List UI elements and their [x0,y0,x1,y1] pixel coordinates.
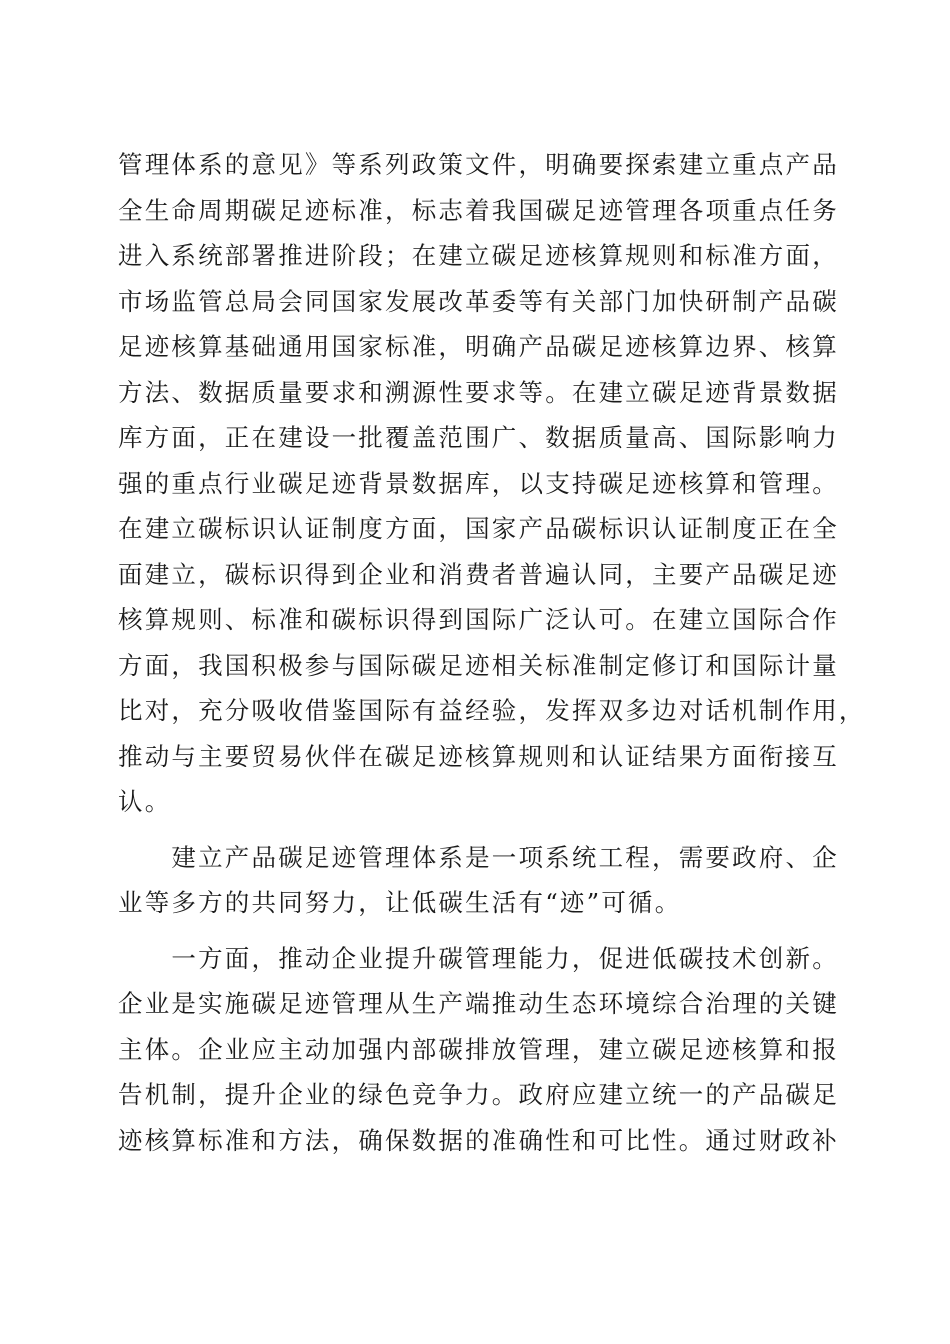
paragraph [118,936,838,1164]
text-line: 告机制，提升企业的绿色竞争力。政府应建立统一的产品碳足 [118,1080,839,1109]
text-line: 认。 [118,787,172,816]
body-text [118,142,866,1163]
text-line: 面建立，碳标识得到企业和消费者普遍认同，主要产品碳足迹 [118,559,839,589]
text-line: 一方面，推动企业提升碳管理能力，促进低碳技术创新。 [118,943,839,973]
text-line: 全生命周期碳足迹标准，标志着我国碳足迹管理各项重点任务 [118,195,839,225]
text-line: 业等多方的共同努力，让低碳生活有“迹”可循。 [118,888,682,917]
text-line: 建立产品碳足迹管理体系是一项系统工程，需要政府、企 [118,842,839,872]
paragraph [118,835,838,926]
paragraph [118,142,866,825]
text-line: 进入系统部署推进阶段；在建立碳足迹核算规则和标准方面， [118,241,839,270]
text-line: 在建立碳标识认证制度方面，国家产品碳标识认证制度正在全 [118,514,839,543]
text-line: 方面，我国积极参与国际碳足迹相关标准制定修订和国际计量 [118,650,839,680]
text-line: 管理体系的意见》等系列政策文件，明确要探索建立重点产品 [118,150,839,179]
text-line: 足迹核算基础通用国家标准，明确产品碳足迹核算边界、核算 [118,332,839,361]
text-line: 核算规则、标准和碳标识得到国际广泛认可。在建立国际合作 [118,605,839,634]
text-line: 方法、数据质量要求和溯源性要求等。在建立碳足迹背景数据 [118,377,839,407]
text-line: 主体。企业应主动加强内部碳排放管理，建立碳足迹核算和报 [118,1034,839,1064]
text-line: 企业是实施碳足迹管理从生产端推动生态环境综合治理的关键 [118,989,839,1018]
text-line: 推动与主要贸易伙伴在碳足迹核算规则和认证结果方面衔接互 [118,741,839,771]
text-line: 迹核算标准和方法，确保数据的准确性和可比性。通过财政补 [118,1125,839,1155]
text-line: 库方面，正在建设一批覆盖范围广、数据质量高、国际影响力 [118,423,839,452]
text-line: 强的重点行业碳足迹背景数据库，以支持碳足迹核算和管理。 [118,468,839,498]
text-line: 比对，充分吸收借鉴国际有益经验，发挥双多边对话机制作用， [118,696,866,725]
text-line: 市场监管总局会同国家发展改革委等有关部门加快研制产品碳 [118,286,839,316]
